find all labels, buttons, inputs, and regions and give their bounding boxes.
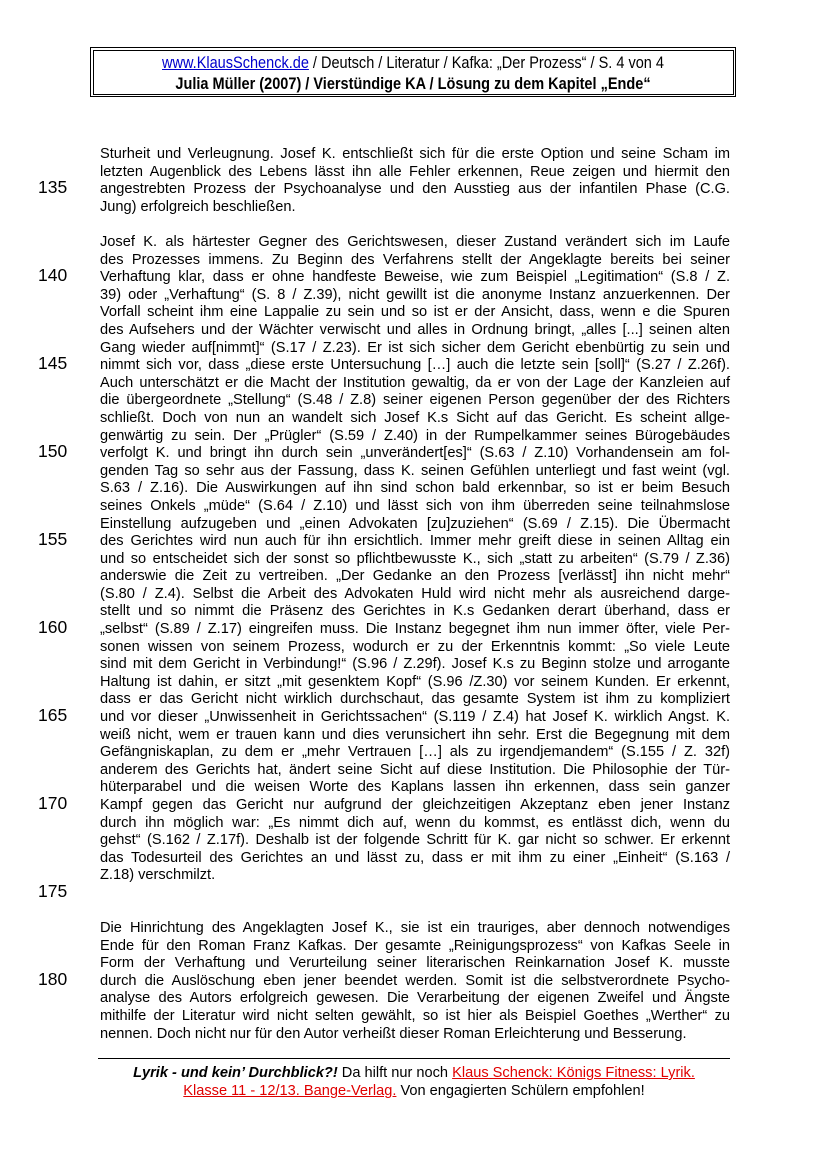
text-line: gehst“ (S.162 / Z.17f). Deshalb ist der folgende Schritt für K. gar nicht so schwer. Er erkennt [100, 832, 730, 849]
paragraph-3 [100, 920, 730, 1043]
text-line: Sturheit und Verleugnung. Josef K. entschließt sich für die erste Option und seine Scham im [100, 146, 730, 162]
text-line: Verhaftung klar, dass er ohne handfeste Beweise, wie zum Beispiel „Legitimation“ (S.8 / Z. [100, 269, 730, 286]
text-line: genwärtig zu sein. Der „Prügler“ (S.59 / Z.40) in der Rumpelkammer seines Bürogebäudes [100, 427, 730, 444]
text-line: Ende für den Roman Franz Kafkas. Der gesamte „Reinigungsprozess“ von Kafkas Seele in [100, 937, 730, 954]
text-line: nimmt sich vor, dass „diese erste Untersuchung […] auch die letzte sein [soll]“ (S.27 / Z.26f). [100, 357, 730, 374]
text-line: Josef K. als härtester Gegner des Gerichtswesen, dieser Zustand verändert sich im Laufe [100, 234, 730, 250]
text-line: nennen. Doch nicht nur für den Autor verheißt dieser Roman Erleichterung und Besserung. [100, 1025, 687, 1042]
text-line: und so entscheidet sich der sonst so pflichtbewusste K., sich „statt zu arbeiten“ (S.79 / Z.36) [100, 550, 730, 567]
text-line: durch ihn möglich war: „Es nimmt dich auf, wenn du kommst, es entlässt dich, wenn du [100, 814, 730, 831]
text-line: das Todesurteil des Gerichtes an und lässt zu, dass er mit ihm zu einer „Einheit“ (S.163 / [100, 849, 730, 866]
line-number: 150 [38, 441, 68, 461]
document-header [90, 47, 736, 97]
text-line: des Gerichtes wird nun auch für ihn ersichtlich. Immer mehr greift diese in seinen Alltag ein [100, 533, 730, 550]
text-line: des Aufsehers und der Wächter verwischt und alles in Ordnung bringt, „alles [...] seinen alten [100, 321, 730, 338]
text-line: Z.18) verschmilzt. [100, 867, 216, 884]
line-number: 165 [38, 705, 68, 725]
book-link-line-2[interactable]: Klasse 11 - 12/13. Bange-Verlag. [183, 1083, 397, 1099]
website-link[interactable]: www.KlausSchenck.de [162, 54, 309, 72]
book-link-line-1[interactable]: Klaus Schenck: Königs Fitness: Lyrik. [452, 1065, 695, 1081]
text-line: anderswie die Zeit zu vertreiben. „Der Gedanke an den Prozess [verlässt] ihn nicht mehr“ [100, 568, 730, 585]
text-line: Auch unterschätzt er die Macht der Institution gewaltig, da er von der Lage der Kanzleien auf [100, 374, 730, 391]
footer [98, 1064, 730, 1100]
line-number: 160 [38, 617, 68, 637]
text-line: weiß nicht, wem er trauen kann und dies verunsichert ihn sehr. Erst die Begegnung mit dem [100, 726, 730, 743]
footer-divider [98, 1058, 730, 1059]
text-line: stellt und so nimmt die Präsenz des Gerichtes in K.s Gedanken derart überhand, dass er [100, 603, 730, 620]
header-breadcrumb-line [130, 54, 697, 73]
text-line: genden Tag so sehr aus der Fassung, dass K. seinen Gefühlen unterliegt und fast weint (vgl. [100, 462, 730, 479]
page-title: Julia Müller (2007) / Vierstündige KA / Lösung zu dem Kapitel „Ende“ [175, 75, 651, 93]
footer-mid: Da hilft nur noch [337, 1065, 453, 1081]
text-line: analyse des Autors erfolgreich gewesen. Die Verarbeitung der eigenen Zweifel und Ängste [100, 990, 730, 1007]
text-line: dass er das Gericht nicht wirklich durchschaut, das gesamte System ist ihm zu kompliziert [100, 691, 730, 708]
line-number: 170 [38, 793, 68, 813]
line-number: 135 [38, 177, 68, 197]
text-line: Die Hinrichtung des Angeklagten Josef K., sie ist ein trauriges, aber dennoch notwendiges [100, 920, 730, 936]
line-number: 180 [38, 969, 68, 989]
text-line: Kampf gegen das Gericht nur aufgrund der gleichzeitigen Akzeptanz eben jener Instanz [100, 797, 730, 813]
paragraph-2 [100, 234, 730, 885]
text-line: anderem des Gerichts hat, ändert seine Sicht auf diese Institution. Die Philosophie der Tür- [100, 761, 730, 778]
text-line: schließt. Doch von nun an wandelt sich Josef K.s Sicht auf das Gericht. Es scheint allge- [100, 409, 730, 426]
text-line: Jung) erfolgreich beschließen. [100, 198, 296, 215]
footer-lead: Lyrik - und kein’ Durchblick?! [133, 1065, 338, 1081]
line-number: 140 [38, 265, 68, 285]
text-line: Form der Verhaftung und Verurteilung seiner literarischen Reinkarnation Josef K. musste [100, 955, 730, 972]
text-line: (S.80 / Z.4). Selbst die Arbeit des Advokaten Huld wird nicht mehr als ausreichend darge- [100, 585, 730, 602]
text-line: sonen wissen von seinem Prozess, wodurch er zu der Erkenntnis kommt: „So viele Leute [100, 638, 730, 655]
text-line: „selbst“ (S.89 / Z.17) eingreifen muss. Die Instanz begegnet ihm nun immer öfter, viele Per- [100, 621, 730, 638]
text-line: die übergeordnete „Stellung“ (S.48 / Z.8) seiner eigenen Person gegenüber der des Richters [100, 392, 730, 409]
text-line: Haltung ist dahin, er sitzt „mit gesenktem Kopf“ (S.96 /Z.30) vor seinem Kunden. Er erkennt, [100, 673, 730, 690]
text-line: S.63 / Z.16). Die Auswirkungen auf ihn sind schon bald erkennbar, so ist er beim Besuch [100, 480, 730, 497]
text-line: sind mit dem Gericht in Verbindung!“ (S.96 / Z.29f). Josef K.s zu Beginn stolze und arrogante [100, 656, 730, 673]
text-line: 39) oder „Verhaftung“ (S. 8 / Z.39), nicht gewillt ist die anonyme Instanz anzuerkennen. Der [100, 286, 730, 303]
text-line: und vor dieser „Unwissenheit in Gerichtssachen“ (S.119 / Z.4) hat Josef K. wirklich Angst. K. [100, 709, 730, 726]
text-line: hüterparabel und die weisen Worte des Kaplans lassen ihn erkennen, dass sein ganzer [100, 779, 730, 796]
breadcrumb: / Deutsch / Literatur / Kafka: „Der Prozess“ / S. 4 von 4 [308, 54, 664, 72]
line-number: 175 [38, 881, 68, 901]
text-line: seines Onkels „müde“ (S.64 / Z.10) und lässt sich von ihm überreden seine teilnahmslose [100, 497, 730, 514]
text-line: Gefängniskaplan, zu dem er „mehr Vertrauen […] als zu irgendjemandem“ (S.155 / Z. 32f) [100, 744, 730, 761]
line-number: 155 [38, 529, 68, 549]
text-line: durch die Auslöschung eben jener beendet werden. Somit ist die selbstverordnete Psycho- [100, 972, 730, 989]
text-line: verfolgt K. und bringt ihn durch sein „unverändert[es]“ (S.63 / Z.10) Vorhandensein am fol- [100, 445, 730, 462]
text-line: Einstellung aufzugeben und „einen Advokaten [zu]zuziehen“ (S.69 / Z.15). Die Übermacht [100, 515, 730, 532]
paragraph-1 [100, 146, 730, 216]
text-line: Gang wieder auf[nimmt]“ (S.17 / Z.23). Er ist sich sicher dem Gericht ebenbürtig zu sein und [100, 339, 730, 356]
text-line: Vorfall scheint ihm eine Lappalie zu sein und so ist er der Ansicht, dass, wenn e die Spuren [100, 304, 730, 321]
text-line: mithilfe der Literatur wird nicht selten gewählt, so ist hier als Beispiel Goethes „Werther“ zu [100, 1007, 730, 1024]
line-number: 145 [38, 353, 68, 373]
text-line: des Prozesses immens. Zu Beginn des Verfahrens stellt der Angeklagte bereits bei seiner [100, 251, 730, 268]
text-line: letzten Augenblick des Lebens lässt ihn alle Fehler erkennen, Reue zeigen und hiermit den [100, 163, 730, 180]
footer-tail: Von engagierten Schülern empfohlen! [396, 1083, 645, 1099]
text-line: angestrebten Prozess der Psychoanalyse und den Ausstieg aus der infantilen Phase (C.G. [100, 181, 730, 198]
